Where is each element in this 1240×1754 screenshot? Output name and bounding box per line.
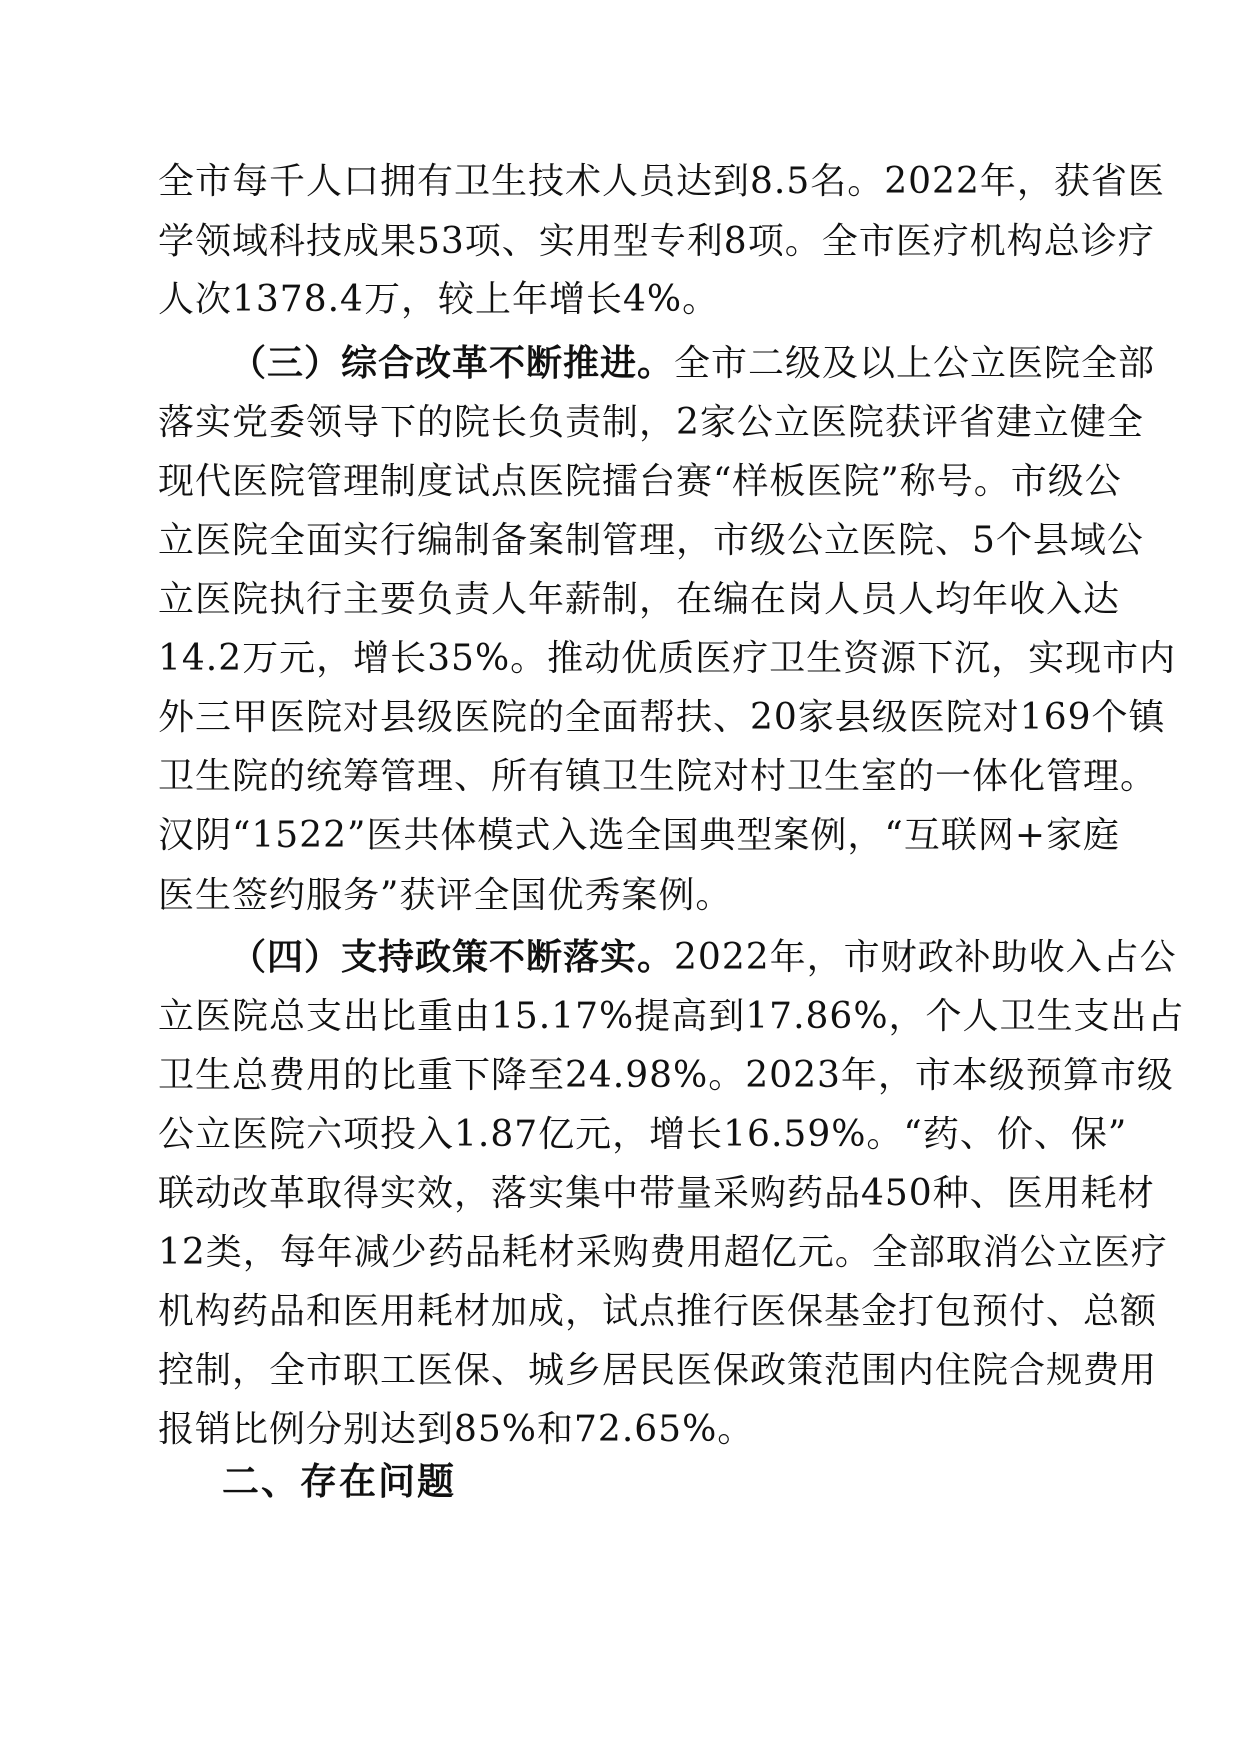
paragraph-1-line: 人次1378.4万，较上年增长4%。 <box>158 279 720 320</box>
paragraph-3-heading: （四）支持政策不断落实。 <box>230 937 675 978</box>
paragraph-2-heading: （三）综合改革不断推进。 <box>230 343 675 384</box>
paragraph-3-line: 立医院总支出比重由15.17%提高到17.86%，个人卫生支出占 <box>158 996 1185 1037</box>
paragraph-2-line: 医生签约服务”获评全国优秀案例。 <box>158 875 733 916</box>
paragraph-2-line: 立医院执行主要负责人年薪制，在编在岗人员人均年收入达 <box>158 579 1121 620</box>
paragraph-2-line: 14.2万元，增长35%。推动优质医疗卫生资源下沉，实现市内 <box>158 638 1177 679</box>
paragraph-2-line: 立医院全面实行编制备案制管理，市级公立医院、5个县域公 <box>158 520 1144 561</box>
paragraph-3-first-line <box>230 928 1177 988</box>
section-heading: 二、存在问题 <box>222 1460 456 1503</box>
paragraph-3-line: 控制，全市职工医保、城乡居民医保政策范围内住院合规费用 <box>158 1350 1158 1391</box>
paragraph-3-line: 联动改革取得实效，落实集中带量采购药品450种、医用耗材 <box>158 1173 1155 1214</box>
paragraph-2-first-line <box>230 334 1156 394</box>
paragraph-2-line: 现代医院管理制度试点医院擂台赛“样板医院”称号。市级公 <box>158 461 1122 502</box>
paragraph-2-line: 卫生院的统筹管理、所有镇卫生院对村卫生室的一体化管理。 <box>158 756 1158 797</box>
paragraph-3-line: 卫生总费用的比重下降至24.98%。2023年，市本级预算市级 <box>158 1055 1174 1096</box>
paragraph-3-line: 12类，每年减少药品耗材采购费用超亿元。全部取消公立医疗 <box>158 1232 1168 1273</box>
paragraph-3-text: 2022年，市财政补助收入占公 <box>674 937 1177 978</box>
paragraph-1-line: 全市每千人口拥有卫生技术人员达到8.5名。2022年，获省医 <box>158 161 1165 202</box>
paragraph-2-line: 汉阴“1522”医共体模式入选全国典型案例，“互联网+家庭 <box>158 815 1120 856</box>
paragraph-2-text: 全市二级及以上公立医院全部 <box>674 343 1156 384</box>
paragraph-2-line: 外三甲医院对县级医院的全面帮扶、20家县级医院对169个镇 <box>158 697 1166 738</box>
paragraph-3-line: 报销比例分别达到85%和72.65%。 <box>158 1409 755 1450</box>
paragraph-1-line: 学领域科技成果53项、实用型专利8项。全市医疗机构总诊疗 <box>158 221 1155 262</box>
paragraph-3-line: 公立医院六项投入1.87亿元，增长16.59%。“药、价、保” <box>158 1114 1128 1155</box>
paragraph-2-line: 落实党委领导下的院长负责制，2家公立医院获评省建立健全 <box>158 402 1144 443</box>
paragraph-3-line: 机构药品和医用耗材加成，试点推行医保基金打包预付、总额 <box>158 1291 1158 1332</box>
